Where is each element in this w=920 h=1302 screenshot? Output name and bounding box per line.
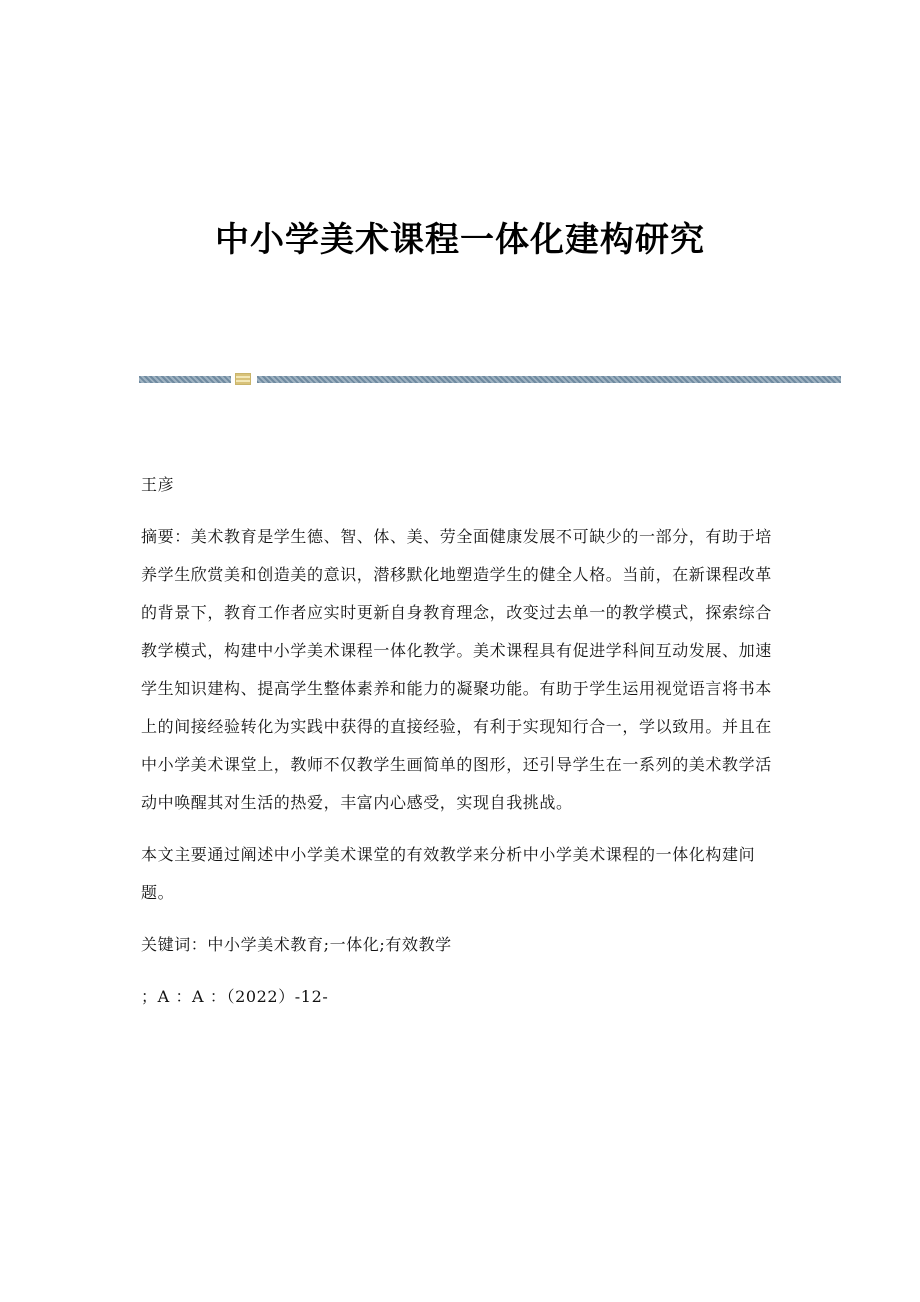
- title-divider: [139, 372, 841, 386]
- body-paragraph: 本文主要通过阐述中小学美术课堂的有效教学来分析中小学美术课程的一体化构建问题。: [141, 845, 756, 902]
- classification-line: ；A ：A ：（2022）-12-: [141, 987, 329, 1006]
- abstract-paragraph: 摘要：美术教育是学生德、智、体、美、劳全面健康发展不可缺少的一部分，有助于培养学生欣赏美和创造美的意识，潜移默化地塑造学生的健全人格。当前，在新课程改革的背景下，教育工作者应实时更新自身教育理念，改变过去单一的教学模式，探索综合教学模式，构建中小学美术课程一体化教学。美术课程具有促进学科间互动发展、加速学生知识建构、提高学生整体素养和能力的凝聚功能。有助于学生运用视觉语言将书本上的间接经验转化为实践中获得的直接经验，有利于实现知行合一，学以致用。并且在中小学美术课堂上，教师不仅教学生画简单的图形，还引导学生在一系列的美术教学活动中唤醒其对生活的热爱，丰富内心感受，实现自我挑战。: [141, 527, 772, 812]
- author-name: 王彦: [141, 475, 175, 494]
- page-title: 中小学美术课程一体化建构研究: [215, 220, 705, 260]
- divider-ornament-icon: [235, 373, 251, 385]
- keywords-line: 关键词：中小学美术教育;一体化;有效教学: [141, 935, 452, 954]
- article-content: [141, 466, 781, 1016]
- divider-bar-right: [257, 376, 841, 383]
- divider-bar-left: [139, 376, 231, 383]
